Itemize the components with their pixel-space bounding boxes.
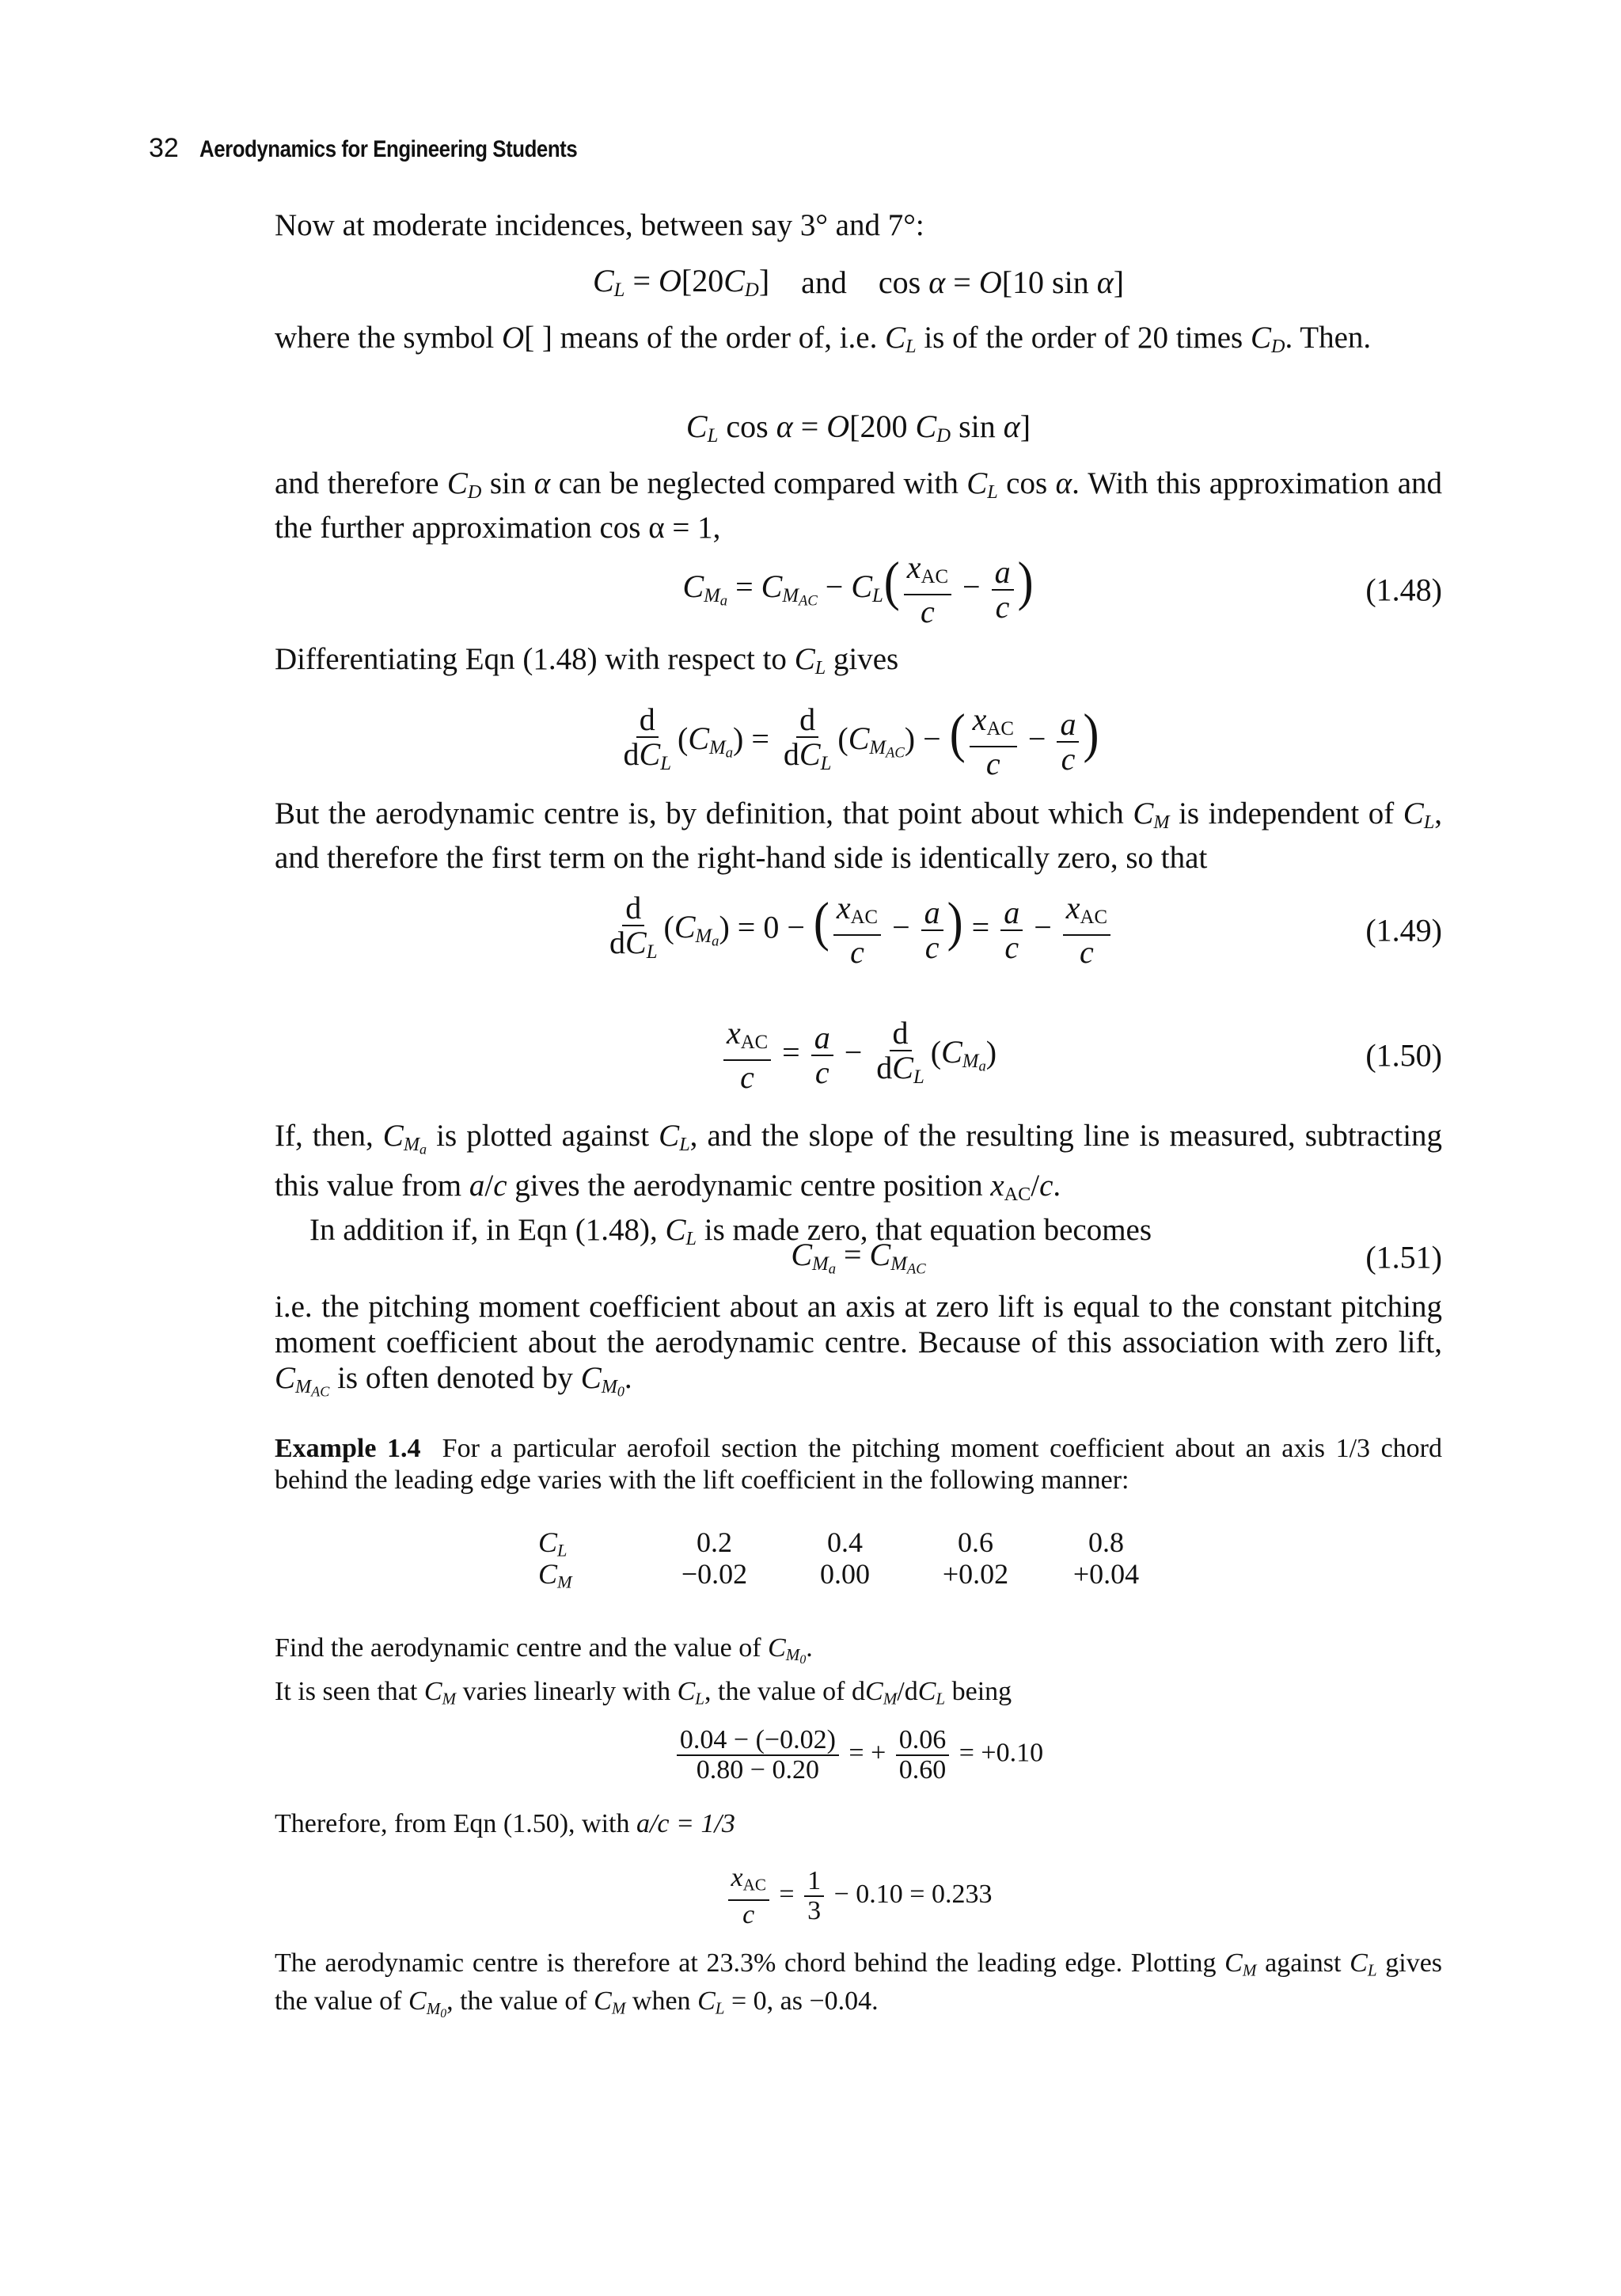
equation-1-48: $C_{M_a} = C_{M_{AC}} - C_L$( $\frac{x_{AC}}{c}$ − $\frac{a}{c}$ ) (1.48) [682,549,1442,630]
paragraph-moderate-incidences: Now at moderate incidences, between say 3° and 7°: [275,208,924,242]
example-conclusion: The aerodynamic centre is therefore at 23.3% chord behind the leading edge. Plotting $C_M$ against $C_L$ gives the value of $C_{M_0}$, the value of $C_M$ when $C_L = 0$, as −0.04. [275,1948,1443,2020]
equation-cl-cos-order: $C_L$ cos α = O[200 $C_D$ sin α] [685,408,1031,447]
example-1-4: Example 1.4 For a particular aerofoil section the pitching moment coefficient about an axis 1/3 chord behind the leading edge varies with the lift coefficient in the following manner: [275,1434,1442,1495]
book-title: Aerodynamics for Engineering Students [199,136,578,162]
table-cell: +0.04 [1072,1558,1140,1590]
table-cell: 0.8 [1088,1526,1124,1558]
paragraph-order-symbol: where the symbol O[ ] means of the order of, i.e. $C_L$ is of the order of 20 times $C_D$. Then. [275,321,1372,358]
table-cell: 0.4 [827,1526,863,1558]
paragraph-aerodynamic-centre-definition: But the aerodynamic centre is, by definition, that point about which $C_M$ is independent of $C_L$, and therefore the first term on the right-hand side is identically zero, so that [275,796,1443,876]
table-row-cl: $C_L$ 0.2 0.4 0.6 0.8 [538,1526,1171,1558]
page-header [149,133,639,173]
paragraph-approximation: and therefore $C_D$ sin α can be neglected compared with $C_L$ cos α. With this approximation and the further approximation cos α = 1, [275,466,1443,545]
table-cell: +0.02 [942,1558,1009,1590]
table-row-cm: $C_M$ −0.02 0.00 +0.02 +0.04 [538,1558,1171,1590]
equation-1-50: $\frac{x_{AC}}{c}$ = $\frac{a}{c}$ − $\frac{d}{dC_L}$ $(C_{M_a})$ (1.50) [275,1004,1442,1107]
table-cell: 0.00 [820,1558,870,1590]
equation-xac-result: $\frac{x_{AC}}{c}$ = $\frac{1}{3}$ − 0.10 = 0.233 [275,1853,1442,1940]
page-number: 32 [149,133,179,163]
example-find-text: Find the aerodynamic centre and the value of $C_{M_0}$. It is seen that $C_M$ varies linearly with $C_L$, the value of $dC_M/dC_L$ being [275,1633,1012,1709]
example-label: Example 1.4 [275,1434,421,1463]
paragraph-differentiating: Differentiating Eqn (1.48) with respect to $C_L$ gives [275,642,899,679]
table-cell: 0.6 [958,1526,993,1558]
table-cell: −0.02 [681,1558,748,1590]
example-therefore-text: Therefore, from Eqn (1.50), with a/c = 1/3 [275,1809,735,1838]
equation-number-1-51: (1.51) [1365,1239,1442,1275]
equation-slope-calculation: $\frac{0.04 - (-0.02)}{0.80 - 0.20}$ = + $\frac{0.06}{0.60}$ = +0.10 [275,1712,1442,1799]
equation-1-49: $\frac{d}{dC_L}$ $(C_{M_a}) = 0$ − ( $\frac{x_{AC}}{c}$ − $\frac{a}{c}$ ) = $\frac{a}{c}$ − $\frac{x_{AC}}{c}$ (1.49) [609,889,1442,971]
equation-number-1-49: (1.49) [1365,912,1442,948]
equation-1-51: $C_{M_a} = C_{M_{AC}}$ (1.51) [791,1237,1442,1278]
paragraph-plotting: If, then, $C_{M_a}$ is plotted against $C_L$, and the slope of the resulting line is measured, subtracting this value from a/c gives the aerodynamic centre position $x_{AC}/c$. In addition if, in Eqn (1.48), $C_L$ is made zero, that equation becomes [275,1119,1443,1249]
table-cell: 0.2 [697,1526,732,1558]
equation-number-1-48: (1.48) [1365,572,1442,608]
cl-cm-table [538,1526,1171,1590]
paragraph-zero-lift: i.e. the pitching moment coefficient about an axis at zero lift is equal to the constant pitching moment coefficient about the aerodynamic centre. Because of this association with zero lift, $C_{M_{AC}}$ is often denoted by $C_{M_0}$. [275,1290,1442,1400]
equation-order-relations: $C_L = O[20C_D]$ and cos α = O[10 sin α] [592,262,1125,302]
equation-derivative: $\frac{d}{dC_L}$ $(C_{M_a})$ = $\frac{d}{dC_L}$ $(C_{M_{AC}})$ − ( $\frac{x_{AC}}{c}$ − $\frac{a}{c}$ ) [623,701,1099,782]
equation-number-1-50: (1.50) [1365,1037,1442,1074]
